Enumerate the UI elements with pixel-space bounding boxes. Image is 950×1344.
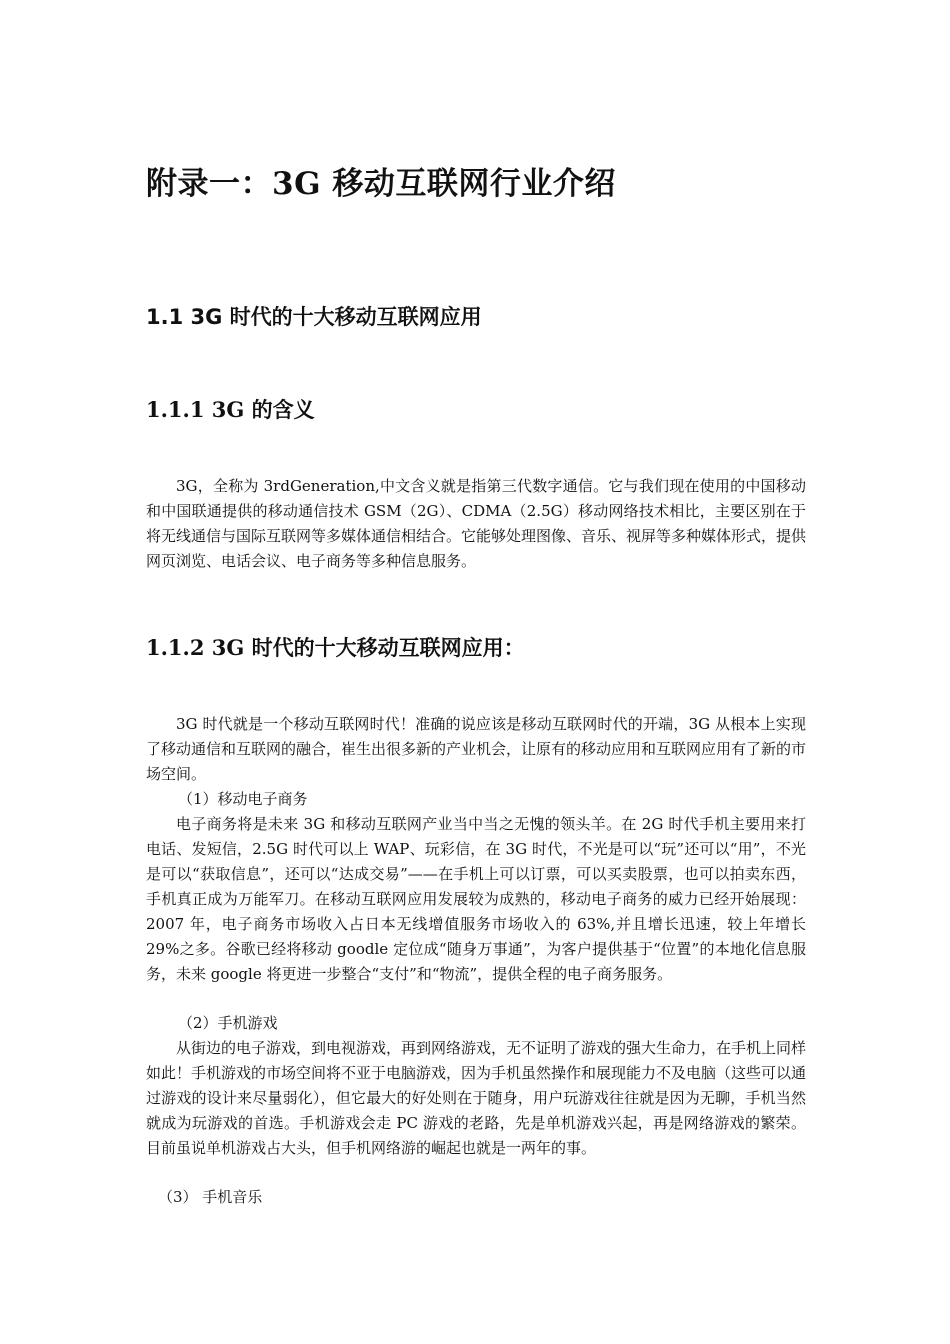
subsection-heading-meaning: 1.1.1 3G 的含义 bbox=[146, 397, 315, 422]
list-item-label-mobile-games: （2）手机游戏 bbox=[178, 1014, 278, 1032]
list-item-label-mobile-commerce: （1）移动电子商务 bbox=[178, 790, 308, 808]
section-heading: 1.1 3G 时代的十大移动互联网应用 bbox=[146, 305, 482, 329]
subsection-heading-applications: 1.1.2 3G 时代的十大移动互联网应用： bbox=[146, 635, 525, 660]
paragraph-3g-era-intro: 3G 时代就是一个移动互联网时代！准确的说应该是移动互联网时代的开端，3G 从根本上实现了移动通信和互联网的融合，崔生出很多新的产业机会，让原有的移动应用和互联网应用有了新的市场空间。 bbox=[146, 715, 807, 783]
appendix-title: 附录一：3G 移动互联网行业介绍 bbox=[146, 166, 616, 202]
paragraph-3g-meaning: 3G，全称为 3rdGeneration,中文含义就是指第三代数字通信。它与我们现在使用的中国移动和中国联通提供的移动通信技术 GSM（2G）、CDMA（2.5G）移动网络技术相比，主要区别在于将无线通信与国际互联网等多媒体通信相结合。它能够处理图像、音乐、视屏等多种媒体形式，提供网页浏览、电话会议、电子商务等多种信息服务。 bbox=[146, 477, 807, 570]
paragraph-mobile-games: 从街边的电子游戏，到电视游戏，再到网络游戏，无不证明了游戏的强大生命力，在手机上同样如此！手机游戏的市场空间将不亚于电脑游戏，因为手机虽然操作和展现能力不及电脑（这些可以通过游戏的设计来尽量弱化），但它最大的好处则在于随身，用户玩游戏往往就是因为无聊，手机当然就成为玩游戏的首选。手机游戏会走 PC 游戏的老路，先是单机游戏兴起，再是网络游戏的繁荣。目前虽说单机游戏占大头，但手机网络游的崛起也就是一两年的事。 bbox=[146, 1039, 807, 1157]
paragraph-mobile-commerce: 电子商务将是未来 3G 和移动互联网产业当中当之无愧的领头羊。在 2G 时代手机主要用来打电话、发短信，2.5G 时代可以上 WAP、玩彩信，在 3G 时代，不光是可以“玩”还可以“用”，不光是可以“获取信息”，还可以“达成交易”——在手机上可以订票，可以买卖股票，也可以拍卖东西，手机真正成为万能军刀。在移动互联网应用发展较为成熟的，移动电子商务的威力已经开始展现：2007 年，电子商务市场收入占日本无线增值服务市场收入的 63%,并且增长迅速，较上年增长 29%之多。谷歌已经将移动 goodle 定位成“随身万事通”，为客户提供基于“位置”的本地化信息服务，未来 google 将更进一步整合“支付”和“物流”，提供全程的电子商务服务。 bbox=[146, 815, 806, 983]
list-item-label-mobile-music: （3） 手机音乐 bbox=[158, 1188, 263, 1206]
